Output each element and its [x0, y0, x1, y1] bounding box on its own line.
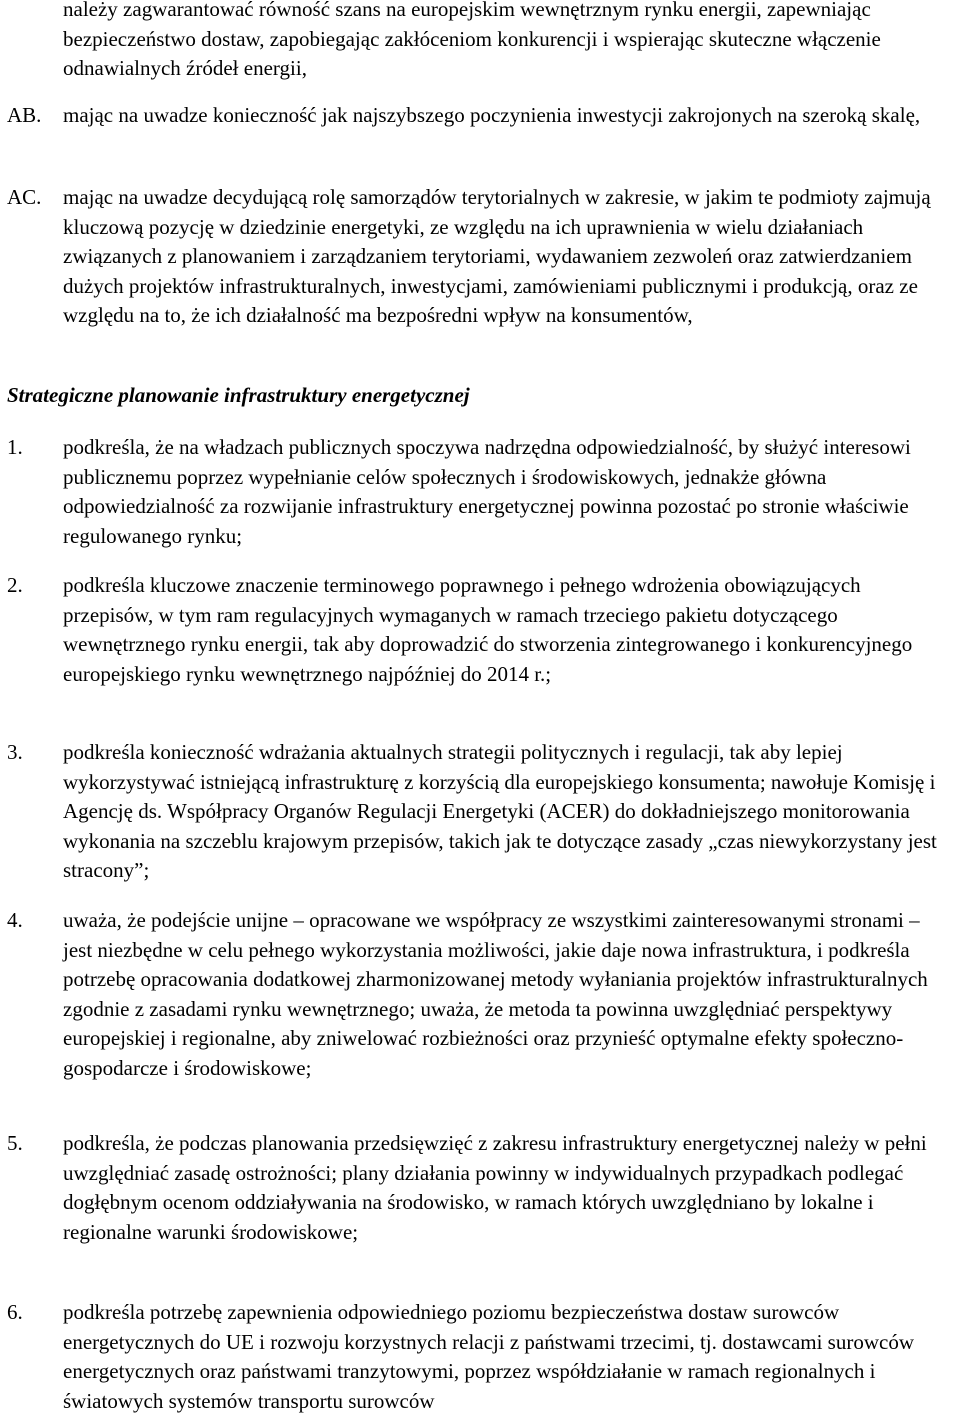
point-6 [0, 1298, 946, 1416]
point-1 [0, 433, 946, 551]
recital-text: mając na uwadze konieczność jak najszybszego poczynienia inwestycji zakrojonych na szeroką skalę, [63, 103, 921, 127]
point-text: podkreśla konieczność wdrażania aktualnych strategii politycznych i regulacji, tak aby lepiej wykorzystywać istniejącą infrastrukturę z korzyścią dla europejskiego konsumenta; nawołuje Komisję i Agencję ds. Współpracy Organów Regulacji Energetyki (ACER) do dokładniejszego monitorowania wykonania na szczeblu krajowym przepisów, takich jak te dotyczące zasady „czas niewykorzystany jest stracony”; [63, 740, 937, 882]
point-text: podkreśla, że podczas planowania przedsięwzięć z zakresu infrastruktury energetycznej należy w pełni uwzględniać zasadę ostrożności; plany działania powinny w indywidualnych przypadkach podlegać dogłębnym ocenom oddziaływania na środowisko, w ramach których uwzględniano by lokalne i regionalne warunki środowiskowe; [63, 1131, 927, 1244]
point-text: podkreśla, że na władzach publicznych spoczywa nadrzędna odpowiedzialność, by służyć interesowi publicznemu poprzez wypełnianie celów społecznych i środowiskowych, jednakże główna odpowiedzialność za rozwijanie infrastruktury energetycznej powinna pozostać po stronie właściwie regulowanego rynku; [63, 435, 911, 548]
intro-paragraph [0, 0, 946, 84]
point-text: podkreśla potrzebę zapewnienia odpowiedniego poziomu bezpieczeństwa dostaw surowców energetycznych do UE i rozwoju korzystnych relacji z państwami trzecimi, tj. dostawcami surowców energetycznych oraz państwami tranzytowymi, poprzez współdziałanie w ramach regionalnych i światowych systemów transportu surowców [63, 1300, 915, 1413]
point-number: 3. [7, 740, 23, 764]
point-number: 6. [7, 1300, 23, 1324]
point-number: 4. [7, 908, 23, 932]
point-number: 1. [7, 435, 23, 459]
point-text: uważa, że podejście unijne – opracowane we współpracy ze wszystkimi zainteresowanymi stronami – jest niezbędne w celu pełnego wykorzystania możliwości, jakie daje nowa infrastruktura, i podkreśla potrzebę opracowania dodatkowej zharmonizowanej metody wyłaniania projektów infrastrukturalnych zgodnie z zasadami rynku wewnętrznego; uważa, że metoda ta powinna uwzględniać perspektywy europejskiej i regionalne, aby zniwelować rozbieżności oraz przynieść optymalne efekty społeczno-gospodarcze i środowiskowe; [63, 908, 928, 1080]
point-4 [0, 906, 946, 1083]
intro-text: należy zagwarantować równość szans na europejskim wewnętrznym rynku energii, zapewniając bezpieczeństwo dostaw, zapobiegając zakłóceniom konkurencji i wspierając skuteczne włączenie odnawialnych źródeł energii, [63, 0, 881, 80]
point-2 [0, 571, 946, 689]
recital-marker: AC. [7, 185, 42, 209]
section-heading: Strategiczne planowanie infrastruktury energetycznej [7, 383, 470, 407]
point-number: 2. [7, 573, 23, 597]
recital-marker: AB. [7, 103, 42, 127]
point-number: 5. [7, 1131, 23, 1155]
point-3 [0, 738, 946, 886]
recital-text: mając na uwadze decydującą rolę samorządów terytorialnych w zakresie, w jakim te podmioty zajmują kluczową pozycję w dziedzinie energetyki, ze względu na ich uprawnienia w wielu działaniach związanych z planowaniem i zarządzaniem terytoriami, wydawaniem zezwoleń oraz zatwierdzaniem dużych projektów infrastrukturalnych, inwestycjami, zamówieniami publicznymi i produkcją, oraz ze względu na to, że ich działalność ma bezpośredni wpływ na konsumentów, [63, 185, 931, 327]
recital-ac [0, 183, 946, 331]
point-text: podkreśla kluczowe znaczenie terminowego poprawnego i pełnego wdrożenia obowiązujących przepisów, w tym ram regulacyjnych wymaganych w ramach trzeciego pakietu dotyczącego wewnętrznego rynku energii, tak aby doprowadzić do stworzenia zintegrowanego i konkurencyjnego europejskiego rynku wewnętrznego najpóźniej do 2014 r.; [63, 573, 913, 686]
recital-ab [0, 101, 946, 131]
point-5 [0, 1129, 946, 1247]
